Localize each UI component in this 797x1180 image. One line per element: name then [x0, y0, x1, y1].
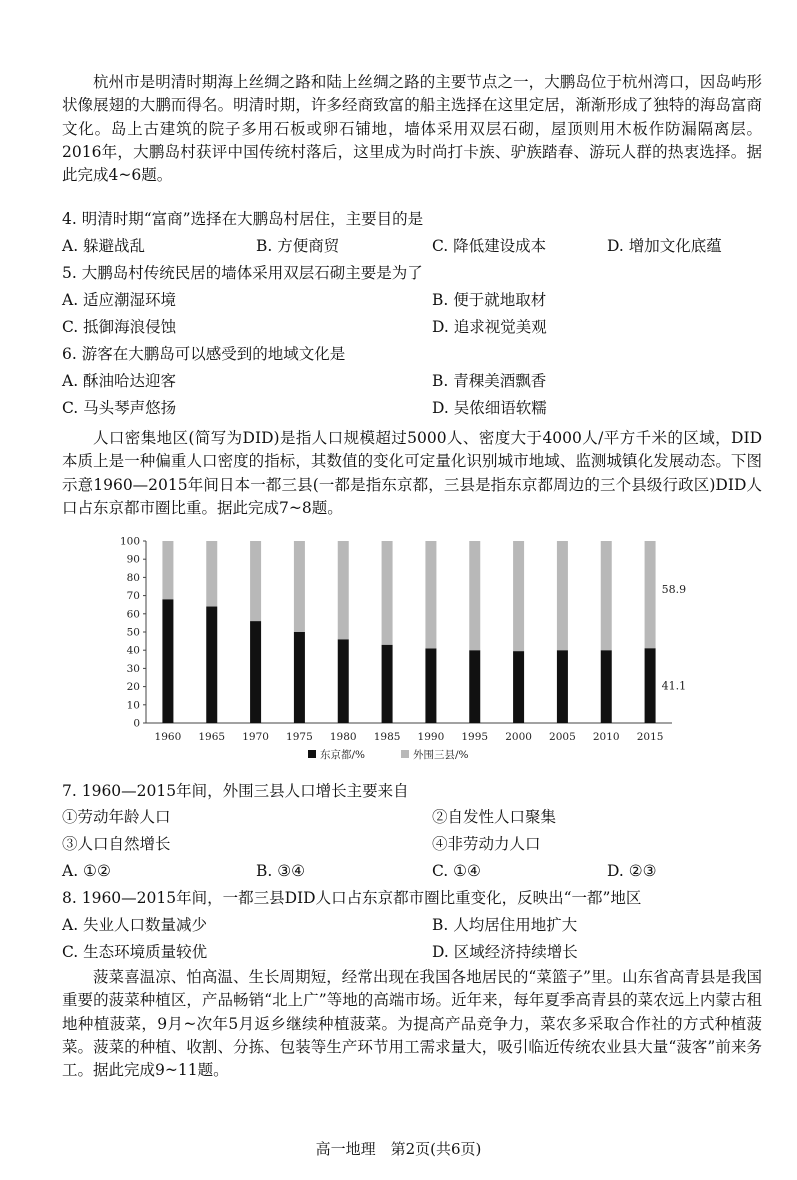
bar-tokyo-1990: [425, 648, 436, 723]
q4-option-c: C. 降低建设成本: [432, 237, 547, 255]
page-footer: 高一地理 第2页(共6页): [315, 1140, 482, 1158]
y-tick-label: 80: [126, 571, 140, 584]
legend-label: 外围三县/%: [413, 749, 469, 761]
q7-option-d: D. ②③: [607, 862, 657, 880]
q7-option-b: B. ③④: [256, 862, 306, 880]
x-tick-label: 2015: [636, 731, 664, 743]
q7-option-a: A. ①②: [62, 862, 111, 880]
y-tick-label: 40: [126, 644, 140, 657]
x-tick-label: 1990: [417, 731, 445, 743]
bar-tokyo-1995: [469, 650, 480, 723]
question-6-stem: 6. 游客在大鹏岛可以感受到的地域文化是: [62, 345, 346, 363]
chart-annotations: [662, 583, 687, 692]
q6-option-c: C. 马头琴声悠扬: [62, 399, 177, 417]
annotation-outer-value: 58.9: [661, 583, 687, 597]
did-population-chart: [0, 532, 797, 772]
q7-item-1: ①劳动年龄人口: [62, 808, 171, 826]
legend-label: 东京都/%: [320, 749, 366, 761]
bar-tokyo-1960: [162, 599, 173, 723]
bar-tokyo-1975: [294, 632, 305, 723]
x-tick-label: 2010: [592, 731, 620, 743]
bar-outer-prefectures-1995: [469, 541, 480, 650]
question-4-stem: 4. 明清时期“富商”选择在大鹏岛村居住，主要目的是: [62, 210, 424, 228]
bar-outer-prefectures-2000: [513, 541, 524, 651]
q6-option-a: A. 酥油哈达迎客: [62, 372, 177, 390]
bar-outer-prefectures-1960: [162, 541, 173, 599]
passage-did-population: 人口密集地区(简写为DID)是指人口规模超过5000人、密度大于4000人/平方千米的区域，DID本质上是一种偏重人口密度的指标，其数值的变化可定量化识别城市地域、监测城镇化发展动态。下图示意1960—2015年间日本一都三县(一都是指东京都，三县是指东京都周边的三个县级行政区)DID人口占东京都市圈比重。据此完成7~8题。: [62, 429, 762, 517]
x-tick-label: 1965: [198, 731, 226, 743]
y-tick-label: 90: [126, 553, 140, 566]
q5-option-a: A. 适应潮湿环境: [62, 291, 177, 309]
bar-tokyo-1965: [206, 607, 217, 723]
y-tick-label: 30: [126, 662, 140, 675]
chart-legend: [308, 748, 469, 761]
bar-outer-prefectures-2010: [601, 541, 612, 650]
q6-option-b: B. 青稞美酒飘香: [432, 372, 547, 390]
bar-outer-prefectures-1970: [250, 541, 261, 621]
q5-option-d: D. 追求视觉美观: [432, 318, 547, 336]
bar-tokyo-2000: [513, 651, 524, 723]
bar-tokyo-1985: [382, 645, 393, 723]
bar-outer-prefectures-1980: [338, 541, 349, 639]
bar-tokyo-2015: [645, 648, 656, 723]
q8-option-d: D. 区域经济持续增长: [432, 943, 578, 961]
bar-tokyo-2005: [557, 650, 568, 723]
bar-outer-prefectures-2005: [557, 541, 568, 650]
q8-option-c: C. 生态环境质量较优: [62, 943, 208, 961]
chart-x-tick-labels: [155, 731, 664, 743]
bar-tokyo-2010: [601, 650, 612, 723]
bar-tokyo-1970: [250, 621, 261, 723]
q5-option-b: B. 便于就地取材: [432, 291, 547, 309]
q7-option-c: C. ①④: [432, 862, 481, 880]
chart-axes: [143, 541, 672, 723]
q4-option-d: D. 增加文化底蕴: [607, 237, 722, 255]
q7-item-4: ④非劳动力人口: [432, 835, 541, 853]
q7-item-2: ②自发性人口聚集: [432, 808, 557, 826]
chart-y-tick-labels: [120, 536, 140, 730]
bar-tokyo-1980: [338, 639, 349, 723]
bar-outer-prefectures-1990: [425, 541, 436, 648]
q5-option-c: C. 抵御海浪侵蚀: [62, 318, 177, 336]
x-tick-label: 2005: [549, 731, 576, 743]
x-tick-label: 1970: [242, 731, 269, 743]
passage-dapeng-island: 杭州市是明清时期海上丝绸之路和陆上丝绸之路的主要节点之一，大鹏岛位于杭州湾口，因岛屿形状像展翅的大鹏而得名。明清时期，许多经商致富的船主选择在这里定居，渐渐形成了独特的海岛富商文化。岛上古建筑的院子多用石板或卵石铺地，墙体采用双层石砌，屋顶则用木板作防漏隔离层。2016年，大鹏岛村获评中国传统村落后，这里成为时尚打卡族、驴族踏春、游玩人群的热衷选择。据此完成4~6题。: [62, 73, 762, 185]
x-tick-label: 1960: [154, 731, 182, 743]
bar-outer-prefectures-1965: [206, 541, 217, 607]
y-tick-label: 20: [126, 681, 140, 694]
x-tick-label: 1995: [461, 731, 489, 743]
y-tick-label: 10: [126, 699, 140, 712]
q8-option-a: A. 失业人口数量减少: [62, 916, 208, 934]
q4-option-a: A. 躲避战乱: [62, 237, 146, 255]
question-5-stem: 5. 大鹏岛村传统民居的墙体采用双层石砌主要是为了: [62, 264, 423, 282]
x-tick-label: 1980: [329, 731, 357, 743]
q8-option-b: B. 人均居住用地扩大: [432, 916, 578, 934]
bar-outer-prefectures-1975: [294, 541, 305, 632]
bar-outer-prefectures-2015: [645, 541, 656, 648]
annotation-tokyo-value: 41.1: [661, 679, 687, 693]
y-tick-label: 100: [119, 535, 140, 548]
bar-outer-prefectures-1985: [382, 541, 393, 645]
y-tick-label: 0: [133, 717, 140, 730]
q4-option-b: B. 方便商贸: [256, 237, 340, 255]
legend-swatch: [401, 750, 409, 758]
chart-bars: [162, 541, 655, 723]
legend-swatch: [308, 750, 316, 758]
x-tick-label: 1985: [373, 731, 401, 743]
q6-option-d: D. 吴侬细语软糯: [432, 399, 547, 417]
y-tick-label: 60: [126, 608, 140, 621]
y-tick-label: 50: [126, 626, 140, 639]
y-tick-label: 70: [126, 590, 140, 603]
question-7-stem: 7. 1960—2015年间，外围三县人口增长主要来自: [62, 782, 409, 800]
q7-item-3: ③人口自然增长: [62, 835, 171, 853]
x-tick-label: 2000: [505, 731, 532, 743]
question-8-stem: 8. 1960—2015年间，一都三县DID人口占东京都市圈比重变化，反映出“一都”地区: [62, 889, 642, 907]
passage-spinach: 菠菜喜温凉、怕高温、生长周期短，经常出现在我国各地居民的“菜篮子”里。山东省高青县是我国重要的菠菜种植区，产品畅销“北上广”等地的高端市场。近年来，每年夏季高青县的菜农远上内蒙古租地种植菠菜，9月~次年5月返乡继续种植菠菜。为提高产品竞争力，菜农多采取合作社的方式种植菠菜。菠菜的种植、收割、分拣、包装等生产环节用工需求量大，吸引临近传统农业县大量“菠客”前来务工。据此完成9~11题。: [62, 968, 762, 1080]
x-tick-label: 1975: [286, 731, 313, 743]
